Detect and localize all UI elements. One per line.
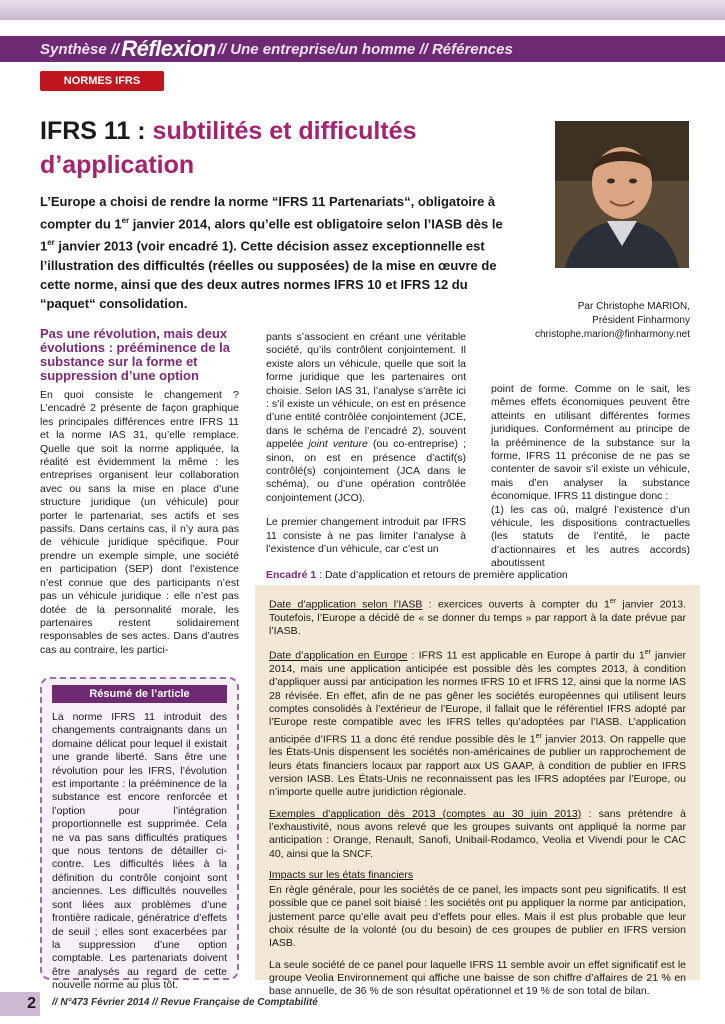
column-2 bbox=[266, 331, 466, 568]
rubric-tag: NORMES IFRS bbox=[40, 71, 164, 91]
section-heading: Pas une révolution, mais deux évolutions : prééminence de la substance sur la forme et suppression d’une option bbox=[40, 326, 230, 383]
title-accent: subtilités et difficultés bbox=[152, 117, 417, 145]
nav-item-synthese[interactable]: Synthèse // bbox=[40, 40, 120, 58]
column-1 bbox=[40, 327, 239, 668]
encadre-section: Date d’application selon l’IASB : exercices ouverts à compter du 1er janvier 2013. Toutefois, l’Europe a décidé de « se donner du temps » par rapport à la date prévue par l’IASB. bbox=[269, 598, 686, 638]
article-title bbox=[40, 114, 540, 182]
author-role: Président Finharmony bbox=[592, 315, 690, 326]
author-credit bbox=[470, 300, 690, 342]
portrait-image bbox=[555, 121, 689, 268]
nav-item-others[interactable]: // Une entreprise/un homme // Références bbox=[217, 40, 513, 58]
title-prefix: IFRS 11 : bbox=[40, 117, 146, 145]
column-3 bbox=[491, 383, 690, 582]
encadre-caption: Encadré 1 : Date d’application et retours de première application bbox=[266, 569, 568, 581]
title-line2: d’application bbox=[40, 151, 195, 179]
summary-heading: Résumé de l’article bbox=[52, 685, 227, 703]
encadre-1-box bbox=[255, 585, 700, 998]
encadre-section: Date d’application en Europe : IFRS 11 est applicable en Europe à partir du 1er janvier 2014, mais une application anticipée est possible dès les comptes 2013, à condition d’appliquer aussi par anticipation les normes IFRS 10 et IFRS 12, ainsi que la norme IAS 28 révisée. En effet, afin de ne pas gêner les sociétés européennes qui utilisent leurs comptes consolidés à l’extérieur de l’Europe, il fallait que le référentiel IFRS adopté par l’Europe reste compatible avec les IFRS telles qu’adoptées par l’IASB. L’application anticipée d’IFRS 11 a donc été rendue possible dès le 1er janvier 2013. On rappelle que les États-Unis dispensent les sociétés non-américaines de publier un rapprochement de leurs états financiers locaux par rapport aux US GAAP, à condition de publier en IFRS version IASB. Les États-Unis ne reconnaissent pas les IFRS adoptées par l’Europe, ou n’importe quelle autre juridiction régionale. bbox=[269, 649, 686, 799]
article-summary-box bbox=[40, 677, 239, 992]
body-paragraph: pants s’associent en créant une véritable société, qu’ils contrôlent conjointement. Il existe alors un véhicule, quelle que soit la forme juridique que les partenaires ont choisie. Selon IAS 31, l’analyse s’arrête ici : s’il existe un véhicule, on est en présence d’une entité contrôlée conjointement (JCE, dans le schéma de l’encadré 2), souvent appelée joint venture (ou co-entreprise) ; sinon, on est en présence d’actif(s) contrôlé(s) conjointement (JCA dans le schéma), ou d’une opération contrôlée conjointement (JCO). bbox=[266, 331, 467, 504]
body-paragraph: point de forme. Comme on le sait, les mêmes effets économiques peuvent être atteints en utilisant différentes formes juridiques. Conformément au principe de la prééminence de la substance sur la forme, IFRS 11 préconise de ne pas se contenter de savoir s’il existe un véhicule, mais d’en analyser la substance économique. IFRS 11 distingue donc : bbox=[491, 383, 690, 503]
author-name: Par Christophe MARION, bbox=[577, 301, 690, 312]
body-paragraph: (1) les cas où, malgré l’existence d’un véhicule, les dispositions contractuelles (les statuts de l’entité, le pacte d’actionnaires et les autres accords) aboutissent bbox=[491, 503, 690, 570]
author-photo bbox=[555, 121, 689, 268]
body-paragraph: En quoi consiste le changement ? L’encadré 2 présente de façon graphique les principales différences entre IFRS 11 et la norme IAS 31, qu’elle remplace. Quelle que soit la norme appliquée, la réalité est évidemment la même : les entreprises organisent leur collaboration avec ou sans la mise en place d’une structure juridique (un véhicule) pour porter le partenariat, ses actifs et ses passifs. Dans certains cas, il n’y aura pas de véhicule juridique spécifique. Pour prendre un exemple simple, une société en participation (SEP) dont l’existence n’est connue que des participants n’est pas un véhicule juridique : elle n’est pas dotée de la personnalité morale, les partenaires restent solidairement responsables de ses actes. Dans d’autres cas au contraire, les partici- bbox=[40, 389, 239, 656]
nav-item-reflexion[interactable]: Réflexion bbox=[121, 36, 216, 61]
header-band bbox=[0, 0, 725, 20]
author-email[interactable]: christophe.marion@finharmony.net bbox=[534, 329, 690, 340]
encadre-section-title: Impacts sur les états financiers bbox=[269, 868, 414, 881]
page-footer bbox=[0, 992, 725, 1016]
publication-line: // N°473 Février 2014 // Revue Française de Comptabilité bbox=[52, 997, 318, 1008]
encadre-section: En règle générale, pour les sociétés de ce panel, les impacts sont peu significatifs. Il est possible que ce panel soit biaisé : les sociétés ont pu appliquer la norme par anticipation, justement parce qu’elle avait peu d’effets pour elles. Mais il est plus probable que leur choix résulte de la volonté (ou du besoin) de ces groupes de publier en IFRS version IASB. bbox=[269, 884, 686, 950]
encadre-section: La seule société de ce panel pour laquelle IFRS 11 semble avoir un effet significatif est le groupe Veolia Environnement qui affiche une baisse de son chiffre d’affaires de 21 % en base annuelle, de 36 % de son résultat opérationnel et 19 % de son total de bilan. bbox=[269, 958, 686, 998]
encadre-section: Exemples d’application dès 2013 (comptes au 30 juin 2013) : sans prétendre à l’exhaustivité, nous avons relevé que les groupes suivants ont appliqué la norme par anticipation : Orange, Renault, Sanofi, Unibail-Rodamco, Veolia et Vivendi pour le CAC 40, ainsi que la SNCF. bbox=[269, 807, 687, 860]
page-number: 2 bbox=[0, 992, 40, 1016]
lead-paragraph: L’Europe a choisi de rendre la norme “IFRS 11 Partenariats“, obligatoire à compter du 1er janvier 2014, alors qu’elle est obligatoire selon l’IASB dès le 1er janvier 2013 (voir encadré 1). Cette décision assez exceptionnelle est l’illustration des difficultés (réelles ou supposées) de la mise en œuvre de cette norme, ainsi que des deux autres normes IFRS 10 et IFRS 12 du “paquet“ consolidation. bbox=[40, 194, 503, 311]
section-nav bbox=[0, 36, 725, 62]
summary-body: La norme IFRS 11 introduit des changements contraignants dans un domaine délicat pour lequel il existait une grande liberté. Sans être une révolution pour les IFRS, l’évolution est importante : la prééminence de la substance est encore renforcée et l’option pour l’intégration proportionnelle est supprimée. Cela ne va pas sans difficultés pratiques que nous tentons de détailler ci-contre. Les difficultés liées à la définition du contrôle conjoint sont anciennes. Les difficultés nouvelles sont liées aux problèmes d’une frontière radicale, génératrice d’effets de seuil ; elles sont exacerbées par la suppression d’une option comptable. Les partenariats doivent être analysés au regard de cette nouvelle norme au plus tôt. bbox=[52, 711, 227, 992]
body-paragraph: Le premier changement introduit par IFRS 11 consiste à ne pas limiter l’analyse à l’existence d’un véhicule, car c’est un bbox=[266, 516, 466, 556]
